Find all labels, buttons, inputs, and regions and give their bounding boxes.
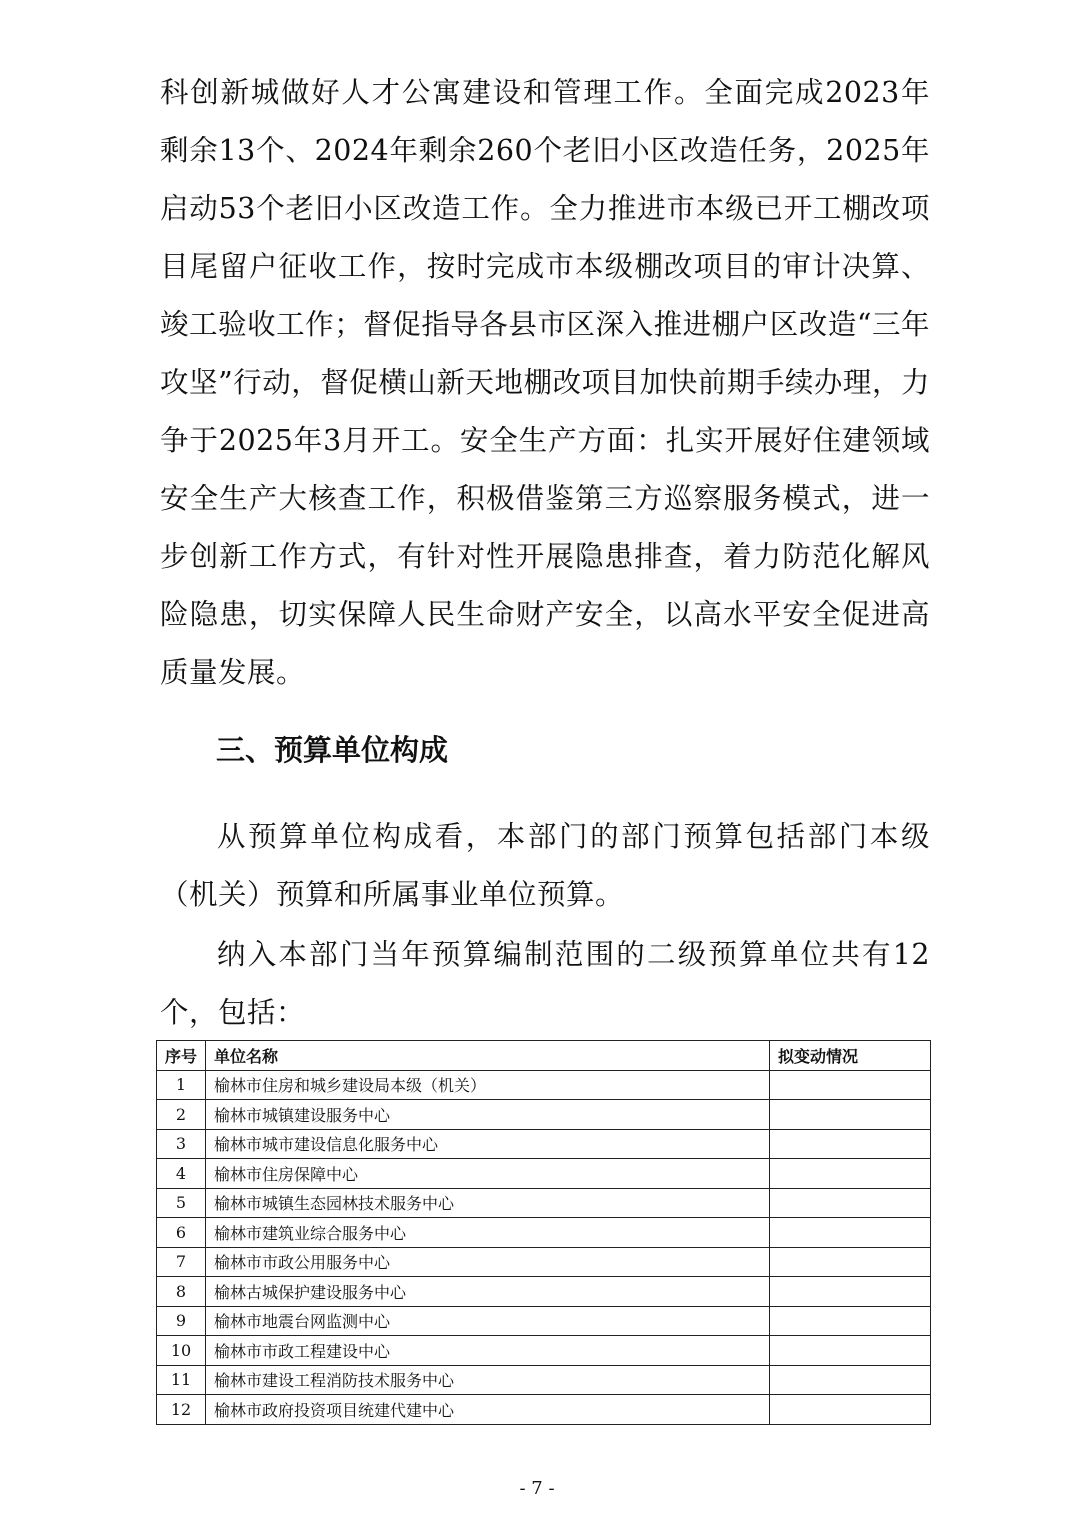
cell-planned-change (770, 1218, 931, 1248)
cell-serial-number: 3 (157, 1129, 206, 1159)
cell-planned-change (770, 1159, 931, 1189)
table-row (157, 1188, 931, 1218)
cell-planned-change (770, 1070, 931, 1100)
body-paragraph-housing-safety: 科创新城做好人才公寓建设和管理工作。全面完成2023年剩余13个、2024年剩余260个老旧小区改造任务，2025年启动53个老旧小区改造工作。全力推进市本级已开工棚改项目尾留户征收工作，按时完成市本级棚改项目的审计决算、竣工验收工作；督促指导各县市区深入推进棚户区改造“三年攻坚”行动，督促横山新天地棚改项目加快前期手续办理，力争于2025年3月开工。安全生产方面：扎实开展好住建领域安全生产大核查工作，积极借鉴第三方巡察服务模式，进一步创新工作方式，有针对性开展隐患排查，着力防范化解风险隐患，切实保障人民生命财产安全，以高水平安全促进高质量发展。 (160, 76, 930, 689)
body-paragraph-budget-composition: 从预算单位构成看，本部门的部门预算包括部门本级（机关）预算和所属事业单位预算。 (160, 820, 930, 911)
cell-unit-name: 榆林市城镇生态园林技术服务中心 (206, 1188, 770, 1218)
cell-unit-name: 榆林市建筑业综合服务中心 (206, 1218, 770, 1248)
cell-planned-change (770, 1306, 931, 1336)
cell-serial-number: 5 (157, 1188, 206, 1218)
cell-planned-change (770, 1336, 931, 1366)
cell-serial-number: 4 (157, 1159, 206, 1189)
table-row (157, 1277, 931, 1307)
table-row (157, 1365, 931, 1395)
table-row (157, 1306, 931, 1336)
header-planned-change: 拟变动情况 (770, 1041, 931, 1071)
cell-unit-name: 榆林市政府投资项目统建代建中心 (206, 1395, 770, 1425)
cell-unit-name: 榆林市市政公用服务中心 (206, 1247, 770, 1277)
cell-planned-change (770, 1365, 931, 1395)
cell-serial-number: 1 (157, 1070, 206, 1100)
cell-serial-number: 6 (157, 1218, 206, 1248)
cell-unit-name: 榆林市地震台网监测中心 (206, 1306, 770, 1336)
cell-planned-change (770, 1100, 931, 1130)
cell-serial-number: 7 (157, 1247, 206, 1277)
cell-serial-number: 11 (157, 1365, 206, 1395)
cell-unit-name: 榆林古城保护建设服务中心 (206, 1277, 770, 1307)
table-row (157, 1218, 931, 1248)
body-paragraph-unit-count: 纳入本部门当年预算编制范围的二级预算单位共有12个，包括： (160, 938, 930, 1029)
cell-planned-change (770, 1129, 931, 1159)
cell-unit-name: 榆林市住房和城乡建设局本级（机关） (206, 1070, 770, 1100)
table-row (157, 1247, 931, 1277)
table-row (157, 1395, 931, 1425)
cell-planned-change (770, 1395, 931, 1425)
table-row (157, 1070, 931, 1100)
cell-unit-name: 榆林市住房保障中心 (206, 1159, 770, 1189)
page-number: - 7 - (519, 1478, 555, 1499)
cell-serial-number: 9 (157, 1306, 206, 1336)
cell-serial-number: 2 (157, 1100, 206, 1130)
cell-planned-change (770, 1247, 931, 1277)
cell-serial-number: 8 (157, 1277, 206, 1307)
table-row (157, 1159, 931, 1189)
header-serial-number: 序号 (157, 1041, 206, 1071)
table-row (157, 1100, 931, 1130)
cell-planned-change (770, 1188, 931, 1218)
table-row (157, 1336, 931, 1366)
header-unit-name: 单位名称 (206, 1041, 770, 1071)
cell-serial-number: 10 (157, 1336, 206, 1366)
table-row (157, 1129, 931, 1159)
cell-planned-change (770, 1277, 931, 1307)
cell-unit-name: 榆林市城镇建设服务中心 (206, 1100, 770, 1130)
cell-unit-name: 榆林市建设工程消防技术服务中心 (206, 1365, 770, 1395)
section-heading-budget-units: 三、预算单位构成 (216, 733, 449, 767)
table-header-row (157, 1041, 931, 1071)
cell-unit-name: 榆林市市政工程建设中心 (206, 1336, 770, 1366)
cell-serial-number: 12 (157, 1395, 206, 1425)
budget-units-table (156, 1040, 931, 1425)
cell-unit-name: 榆林市城市建设信息化服务中心 (206, 1129, 770, 1159)
